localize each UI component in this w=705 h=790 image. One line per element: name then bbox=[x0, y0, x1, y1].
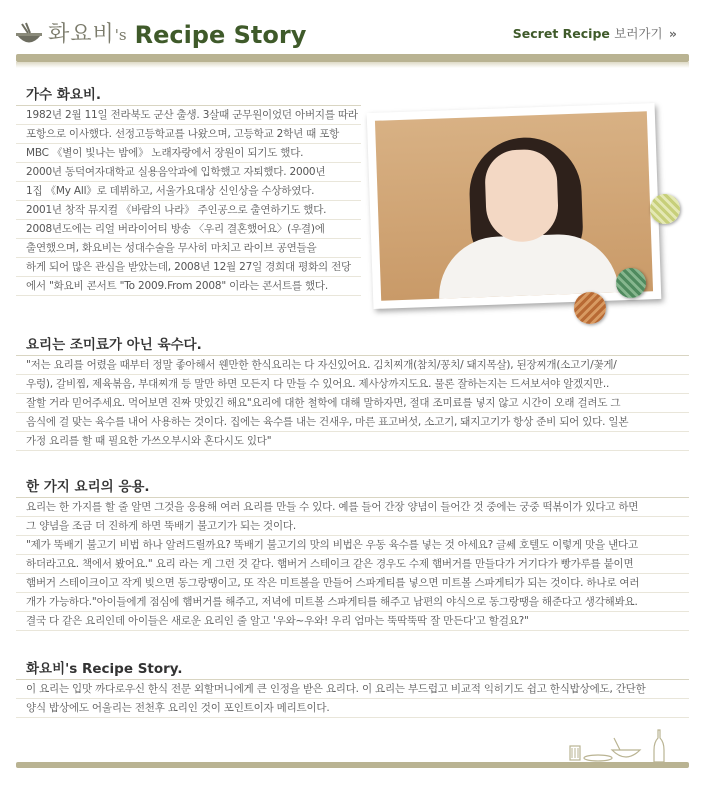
text-line: 잘할 거라 믿어주세요. 먹어보면 진짜 맛있긴 해요"요리에 대한 철학에 대해 말하자면, 절대 조미료를 넣지 않고 시간이 오래 걸려도 그 bbox=[16, 394, 689, 413]
photo-face bbox=[484, 148, 559, 242]
text-line: 개가 가능하다."아이들에게 점심에 햄버거를 해주고, 저녁에 미트볼 스파게티를 해주고 남편의 야식으로 동그랑땡을 해준다고 생각해봐요. bbox=[16, 593, 689, 612]
text-line: 에서 "화요비 콘서트 "To 2009.From 2008" 이라는 콘서트를 했다. bbox=[16, 277, 361, 296]
text-line: 요리는 한 가지를 할 줄 알면 그것을 응용해 여러 요리를 만들 수 있다. 예를 들어 간장 양념이 들어간 것 중에는 궁중 떡볶이가 있다고 하면 bbox=[16, 498, 689, 517]
text-line: "제가 뚝배기 불고기 비법 하나 알려드릴까요? 뚝배기 불고기의 맛의 비법은 우동 육수를 넣는 것 아세요? 글쎄 호텔도 이렇게 맛을 낸다고 bbox=[16, 536, 689, 555]
text-line: "저는 요리를 어렸을 때부터 정말 좋아해서 웬만한 한식요리는 다 자신있어요. 김치찌개(참치/꽁치/ 돼지목살), 된장찌개(소고기/꽃게/ bbox=[16, 356, 689, 375]
section-recipe-story bbox=[16, 658, 689, 718]
text-line: 출연했으며, 화요비는 성대수술을 무사히 마치고 라이브 공연들을 bbox=[16, 239, 361, 258]
logo-title: Recipe Story bbox=[134, 21, 307, 49]
logo-possessive: 's bbox=[114, 26, 127, 44]
secret-recipe-link[interactable] bbox=[513, 24, 677, 42]
section-title: 요리는 조미료가 아닌 육수다. bbox=[16, 334, 689, 356]
text-line: 2008년도에는 리얼 버라이어티 방송 〈우리 결혼했어요〉(우결)에 bbox=[16, 220, 361, 239]
header-divider-bar bbox=[16, 54, 689, 62]
section-title: 한 가지 요리의 응용. bbox=[16, 476, 689, 498]
secret-recipe-go-label: 보러가기 bbox=[614, 26, 663, 41]
text-line: 그 양념을 조금 더 진하게 하면 뚝배기 불고기가 되는 것이다. bbox=[16, 517, 689, 536]
footer-divider-bar bbox=[16, 762, 689, 768]
section-title: 가수 화요비. bbox=[16, 84, 361, 106]
kitchenware-icon bbox=[562, 724, 674, 764]
decorative-button-green-light bbox=[650, 194, 680, 224]
text-line: 하게 되어 많은 관심을 받았는데, 2008년 12월 27일 경희대 평화의 전당 bbox=[16, 258, 361, 277]
text-line: 포항으로 이사했다. 선정고등학교를 나왔으며, 고등학교 2학년 때 포항 bbox=[16, 125, 361, 144]
text-line: 2000년 동덕여자대학교 실용음악과에 입학했고 자퇴했다. 2000년 bbox=[16, 163, 361, 182]
text-line: 결국 다 같은 요리인데 아이들은 새로운 요리인 줄 알고 '우와~우와! 우리 엄마는 뚝딱뚝딱 잘 만든다'고 할걸요?" bbox=[16, 612, 689, 631]
text-line: 하더라고요. 책에서 봤어요." 요리 라는 게 그런 것 같다. 햄버거 스테이크 같은 경우도 수제 햄버거를 만들다가 거기다가 빵가루를 붙이면 bbox=[16, 555, 689, 574]
section-recipe-application bbox=[16, 476, 689, 631]
page-header bbox=[0, 0, 705, 62]
text-line: 햄버거 스테이크이고 작게 빚으면 동그랑땡이고, 또 작은 미트볼을 만들어 스파게티를 넣으면 미트볼 스파게티가 되는 것이다. 하나로 여러 bbox=[16, 574, 689, 593]
chevron-right-icon: » bbox=[668, 26, 677, 41]
section-singer-bio bbox=[16, 84, 361, 296]
section-broth-philosophy bbox=[16, 334, 689, 451]
profile-photo bbox=[375, 111, 653, 300]
logo-korean-name: 화요비 bbox=[48, 22, 115, 47]
text-line: 1집 《My All》로 데뷔하고, 서울가요대상 신인상을 수상하였다. bbox=[16, 182, 361, 201]
section-title: 화요비's Recipe Story. bbox=[16, 658, 689, 680]
photo-shirt bbox=[437, 232, 620, 300]
text-line: 2001년 창작 뮤지컬 《바람의 나라》 주인공으로 출연하기도 했다. bbox=[16, 201, 361, 220]
text-line: 가정 요리를 할 때 필요한 가쓰오부시와 혼다시도 있다" bbox=[16, 432, 689, 451]
text-line: 1982년 2월 11일 전라북도 군산 출생. 3살때 군무원이었던 아버지를 따라 bbox=[16, 106, 361, 125]
text-line: 우렁), 갈비찜, 제육볶음, 부대찌개 등 말만 하면 모든지 다 만들 수 있어요. 제사상까지도요. 물론 잘하는지는 드셔보셔야 알겠지만.. bbox=[16, 375, 689, 394]
text-line: 양식 밥상에도 어울리는 전천후 요리인 것이 포인트이자 메리트이다. bbox=[16, 699, 689, 718]
text-line: 음식에 걸 맞는 육수를 내어 사용하는 것이다. 집에는 육수를 내는 건새우, 마른 표고버섯, 소고기, 돼지고기가 항상 준비 되어 있다. 일본 bbox=[16, 413, 689, 432]
header-divider-shadow bbox=[16, 62, 689, 68]
text-line: MBC 《별이 빛나는 밤에》 노래자랑에서 장원이 되기도 했다. bbox=[16, 144, 361, 163]
decorative-button-brown bbox=[574, 292, 606, 324]
secret-recipe-label: Secret Recipe bbox=[512, 26, 610, 41]
bowl-icon bbox=[14, 20, 44, 50]
text-line: 이 요리는 입맛 까다로우신 한식 전문 외할머니에게 큰 인정을 받은 요리다. 이 요리는 부드럽고 비교적 익히기도 쉽고 한식밥상에도, 간단한 bbox=[16, 680, 689, 699]
logo bbox=[14, 10, 306, 50]
decorative-button-green bbox=[616, 268, 646, 298]
